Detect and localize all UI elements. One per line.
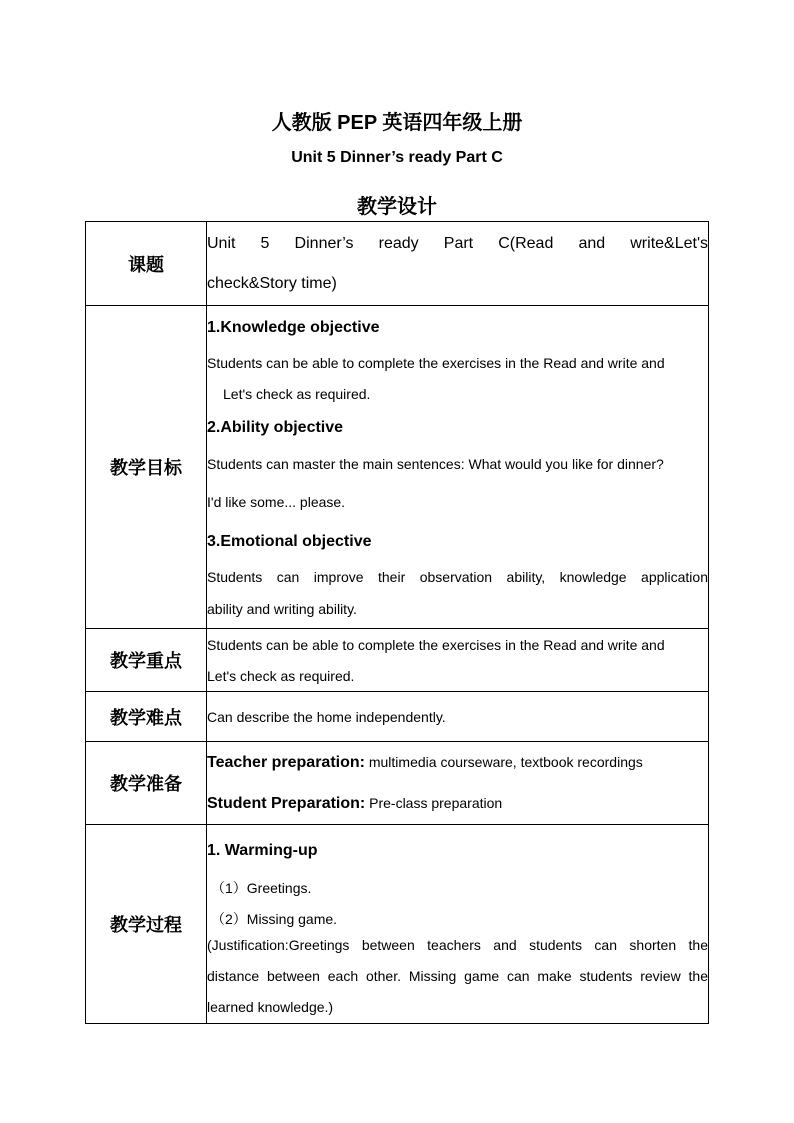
key-points-label: 教学重点: [86, 629, 207, 692]
document-subtitle: Unit 5 Dinner’s ready Part C: [291, 149, 503, 166]
warming-up-heading: 1. Warming-up: [207, 842, 318, 859]
table-row-objectives: [86, 306, 709, 629]
ability-line-2: I'd like some... please.: [207, 494, 346, 510]
table-row-key-points: [86, 629, 709, 692]
emotional-line-1: Students can improve their observation ability, knowledge application: [207, 569, 708, 585]
preparation-content: [207, 742, 709, 825]
knowledge-line-1: Students can be able to complete the exercises in the Read and write and: [207, 355, 665, 371]
objectives-content: [207, 306, 709, 629]
teacher-preparation-text: multimedia courseware, textbook recordings: [364, 754, 643, 770]
key-points-content: [207, 629, 709, 692]
knowledge-heading: 1.Knowledge objective: [207, 319, 380, 336]
difficulties-content: [207, 692, 709, 742]
teacher-preparation-label: Teacher preparation:: [207, 754, 365, 771]
topic-line-2: check&Story time): [207, 274, 337, 292]
key-points-line-2: Let's check as required.: [207, 668, 355, 684]
ability-line-1: Students can master the main sentences: What would you like for dinner?: [207, 456, 664, 472]
preparation-label: 教学准备: [86, 742, 207, 825]
emotional-heading: 3.Emotional objective: [207, 533, 372, 550]
difficulties-text: Can describe the home independently.: [207, 708, 446, 725]
table-row-difficulties: [86, 692, 709, 742]
justification-line-1: (Justification:Greetings between teachers and students can shorten the: [207, 937, 708, 953]
justification-line-3: learned knowledge.): [207, 999, 334, 1015]
process-content: [207, 825, 709, 1024]
student-preparation-label: Student Preparation:: [207, 795, 366, 812]
student-preparation: [207, 783, 708, 824]
difficulties-label: 教学难点: [86, 692, 207, 742]
process-step-2: （2）Missing game.: [211, 911, 338, 927]
ability-heading: 2.Ability objective: [207, 419, 344, 436]
student-preparation-text: Pre-class preparation: [365, 795, 503, 811]
process-step-1: （1）Greetings.: [211, 880, 312, 896]
justification-line-2: distance between each other. Missing game can make students review the: [207, 968, 708, 984]
emotional-line-2: ability and writing ability.: [207, 601, 357, 617]
key-points-line-1: Students can be able to complete the exercises in the Read and write and: [207, 637, 665, 653]
knowledge-line-2: Let's check as required.: [223, 386, 371, 402]
topic-line-1: Unit 5 Dinner’s ready Part C(Read and write&Let's: [207, 234, 708, 252]
document-heading: 教学设计: [357, 196, 437, 218]
document-title: 人教版 PEP 英语四年级上册: [271, 112, 523, 134]
teacher-preparation: [207, 742, 708, 783]
topic-content: [207, 222, 709, 306]
topic-label: 课题: [86, 222, 207, 306]
lesson-plan-table: [85, 221, 709, 1024]
process-label: 教学过程: [86, 825, 207, 1024]
table-row-topic: [86, 222, 709, 306]
objectives-label: 教学目标: [86, 306, 207, 629]
table-row-process: [86, 825, 709, 1024]
table-row-preparation: [86, 742, 709, 825]
